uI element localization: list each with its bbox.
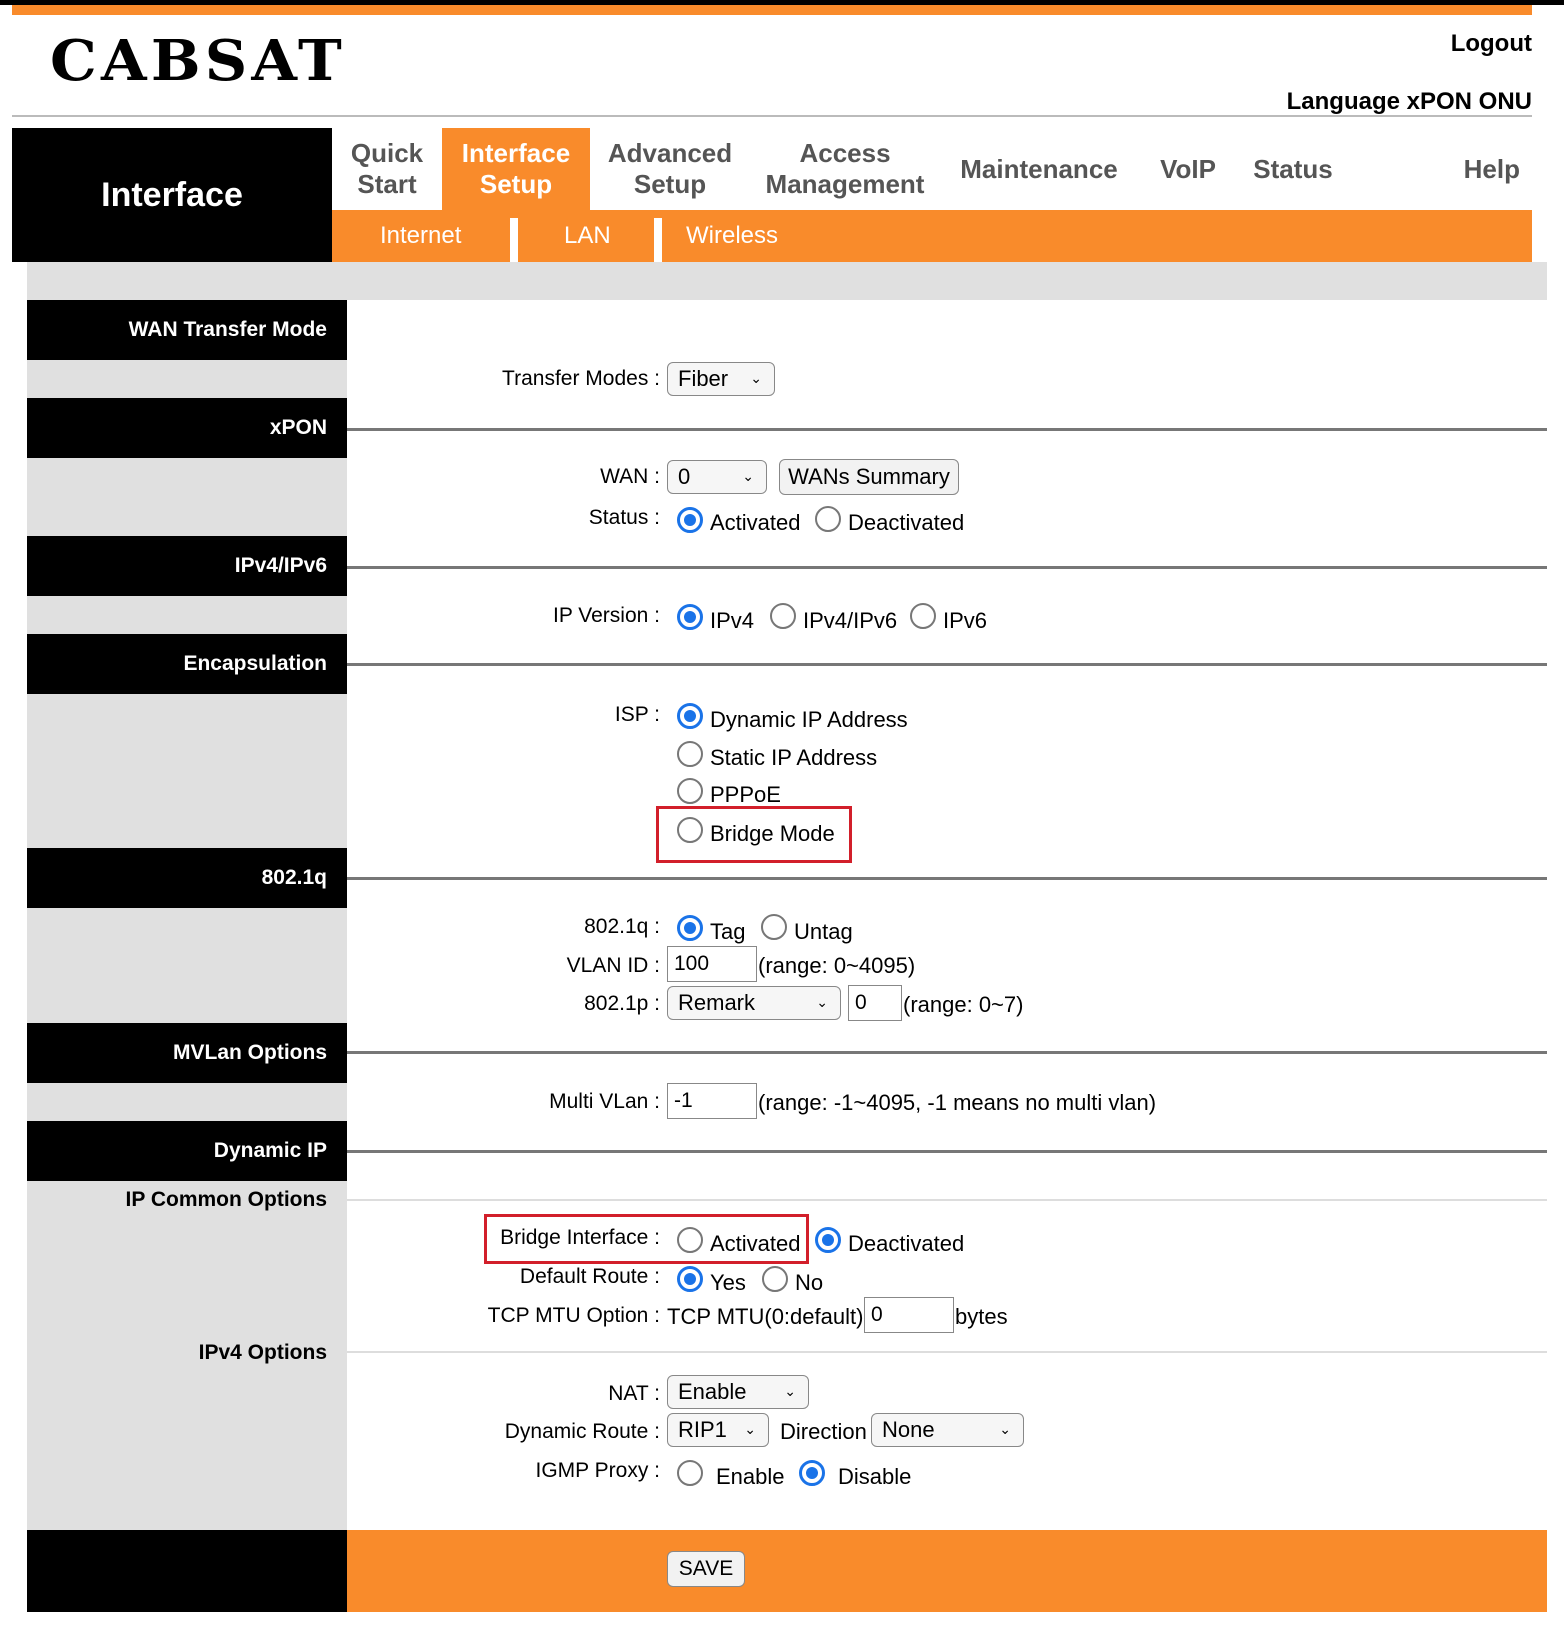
direction-label: Direction xyxy=(780,1419,867,1444)
wan-value: 0 xyxy=(678,464,691,489)
dynamic-route-value: RIP1 xyxy=(678,1417,727,1442)
tcp-mtu-input[interactable]: 0 xyxy=(864,1297,954,1333)
section-divider xyxy=(347,1051,1547,1054)
submenu-wireless[interactable]: Wireless xyxy=(686,222,779,249)
isp-dynamic-ip-radio[interactable] xyxy=(677,703,703,729)
submenu-separator xyxy=(510,218,518,262)
dot1p-select[interactable] xyxy=(667,986,841,1020)
default-route-yes-radio[interactable] xyxy=(677,1266,703,1292)
brand-logo: CABSAT xyxy=(50,28,346,94)
dot1q-label: 802.1q : xyxy=(584,915,660,938)
submenu-lan[interactable]: LAN xyxy=(564,222,611,249)
bridge-interface-deactivated-label: Deactivated xyxy=(848,1231,965,1256)
submenu-internet[interactable]: Internet xyxy=(380,222,462,249)
menu-label: Interface Setup xyxy=(461,138,571,199)
chevron-down-icon: ⌄ xyxy=(742,468,754,484)
isp-static-ip-label: Static IP Address xyxy=(710,745,878,770)
bridge-interface-activated-radio[interactable] xyxy=(677,1227,703,1253)
section-dynamic-ip: Dynamic IP xyxy=(27,1121,347,1181)
section-802-1q: 802.1q xyxy=(27,848,347,908)
transfer-modes-value: Fiber xyxy=(678,366,729,391)
dot1p-label: 802.1p : xyxy=(584,992,660,1015)
chevron-down-icon: ⌄ xyxy=(744,1421,756,1437)
default-route-yes-label: Yes xyxy=(710,1270,746,1295)
dot1q-tag-radio[interactable] xyxy=(677,915,703,941)
header-divider xyxy=(12,115,1532,117)
ipv4-ipv6-label: IPv4/IPv6 xyxy=(803,608,898,633)
isp-bridge-mode-radio[interactable] xyxy=(677,817,703,843)
wan-select[interactable] xyxy=(667,460,767,494)
section-ipv4-ipv6: IPv4/IPv6 xyxy=(27,536,347,596)
dynamic-route-label: Dynamic Route : xyxy=(504,1420,660,1443)
dot1q-tag-label: Tag xyxy=(710,919,746,944)
wans-summary-button[interactable]: WANs Summary xyxy=(779,459,959,495)
menu-advanced-setup[interactable] xyxy=(590,128,750,210)
vlan-id-label: VLAN ID : xyxy=(566,954,660,977)
footer-left-panel xyxy=(27,1530,347,1612)
isp-bridge-mode-label: Bridge Mode xyxy=(710,821,835,846)
subsection-ip-common-options: IP Common Options xyxy=(125,1188,327,1211)
chevron-down-icon: ⌄ xyxy=(999,1421,1011,1437)
isp-pppoe-radio[interactable] xyxy=(677,778,703,804)
section-divider xyxy=(347,1150,1547,1153)
dot1q-untag-label: Untag xyxy=(794,919,853,944)
dynamic-route-select[interactable] xyxy=(667,1413,769,1447)
chevron-down-icon: ⌄ xyxy=(750,370,762,386)
menu-access-management[interactable] xyxy=(750,128,940,210)
section-divider xyxy=(347,428,1547,431)
isp-dynamic-ip-label: Dynamic IP Address xyxy=(710,707,908,732)
direction-value: None xyxy=(882,1417,935,1442)
menu-quick-start[interactable] xyxy=(332,128,442,210)
section-sidebar xyxy=(27,300,347,1612)
dot1p-range: (range: 0~7) xyxy=(903,992,1024,1017)
isp-label: ISP : xyxy=(614,703,660,726)
bridge-interface-deactivated-radio[interactable] xyxy=(815,1227,841,1253)
isp-pppoe-label: PPPoE xyxy=(710,782,781,807)
section-encapsulation: Encapsulation xyxy=(27,634,347,694)
multi-vlan-input[interactable]: -1 xyxy=(667,1083,757,1119)
dot1q-untag-radio[interactable] xyxy=(761,914,787,940)
multi-vlan-label: Multi VLan : xyxy=(549,1090,660,1113)
tcp-mtu-label: TCP MTU Option : xyxy=(487,1304,660,1327)
ip-version-label: IP Version : xyxy=(552,604,660,627)
menu-label: Advanced Setup xyxy=(607,138,733,199)
direction-select[interactable] xyxy=(871,1413,1024,1447)
section-mvlan-options: MVLan Options xyxy=(27,1023,347,1083)
vlan-id-range: (range: 0~4095) xyxy=(758,953,916,978)
status-label: Status : xyxy=(588,506,660,529)
section-wan-transfer-mode: WAN Transfer Mode xyxy=(27,300,347,360)
menu-label: Access Management xyxy=(765,138,925,199)
subsection-divider xyxy=(347,1199,1547,1201)
nat-select[interactable] xyxy=(667,1375,809,1409)
submenu-separator xyxy=(654,218,662,262)
status-deactivated-label: Deactivated xyxy=(848,510,965,535)
menu-label: Maintenance xyxy=(960,153,1118,184)
save-button[interactable]: SAVE xyxy=(667,1551,745,1587)
isp-static-ip-radio[interactable] xyxy=(677,741,703,767)
transfer-modes-select[interactable] xyxy=(667,362,775,396)
multi-vlan-range: (range: -1~4095, -1 means no multi vlan) xyxy=(758,1090,1157,1115)
default-route-no-radio[interactable] xyxy=(762,1266,788,1292)
menu-help[interactable] xyxy=(1348,128,1532,210)
igmp-proxy-disable-label: Disable xyxy=(838,1464,912,1489)
menu-status[interactable] xyxy=(1238,128,1348,210)
menu-label: Quick Start xyxy=(350,138,424,199)
chevron-down-icon: ⌄ xyxy=(816,994,828,1010)
igmp-proxy-disable-radio[interactable] xyxy=(799,1460,825,1486)
transfer-modes-label: Transfer Modes : xyxy=(502,367,660,390)
footer-action-bar xyxy=(347,1530,1547,1612)
section-divider xyxy=(347,566,1547,569)
subsection-ipv4-options: IPv4 Options xyxy=(198,1341,327,1364)
sub-menu xyxy=(332,210,1532,262)
dot1p-input[interactable]: 0 xyxy=(848,985,902,1021)
status-activated-radio[interactable] xyxy=(677,507,703,533)
tcp-mtu-unit: bytes xyxy=(955,1304,1008,1329)
top-accent-bar xyxy=(12,5,1532,15)
ipv4-label: IPv4 xyxy=(710,608,755,633)
bridge-interface-label: Bridge Interface : xyxy=(500,1226,660,1249)
section-divider xyxy=(347,663,1547,666)
bridge-interface-activated-label: Activated xyxy=(710,1231,801,1256)
ipv6-radio[interactable] xyxy=(910,603,936,629)
subsection-divider xyxy=(347,1351,1547,1353)
vlan-id-input[interactable]: 100 xyxy=(667,946,757,982)
default-route-label: Default Route : xyxy=(519,1265,660,1288)
status-deactivated-radio[interactable] xyxy=(815,506,841,532)
ipv4-radio[interactable] xyxy=(677,604,703,630)
section-xpon: xPON xyxy=(27,398,347,458)
menu-voip[interactable] xyxy=(1138,128,1238,210)
menu-label: Help xyxy=(1463,153,1520,184)
wan-label: WAN : xyxy=(600,465,660,488)
igmp-proxy-enable-radio[interactable] xyxy=(677,1460,703,1486)
chevron-down-icon: ⌄ xyxy=(784,1383,796,1399)
main-menu xyxy=(332,128,1532,210)
menu-interface-setup[interactable] xyxy=(442,128,590,210)
nat-label: NAT : xyxy=(608,1382,660,1405)
section-divider xyxy=(347,877,1547,880)
tcp-mtu-prefix: TCP MTU(0:default) xyxy=(667,1304,864,1329)
igmp-proxy-label: IGMP Proxy : xyxy=(535,1459,660,1482)
nav-section-title: Interface xyxy=(12,128,332,262)
logout-link[interactable]: Logout xyxy=(1450,30,1532,57)
igmp-proxy-enable-label: Enable xyxy=(716,1464,785,1489)
dot1p-select-value: Remark xyxy=(678,990,756,1015)
default-route-no-label: No xyxy=(795,1270,824,1295)
status-activated-label: Activated xyxy=(710,510,801,535)
menu-label: Status xyxy=(1253,153,1333,184)
ipv6-label: IPv6 xyxy=(943,608,988,633)
nat-value: Enable xyxy=(678,1379,747,1404)
menu-label: VoIP xyxy=(1160,153,1216,184)
ipv4-ipv6-radio[interactable] xyxy=(770,603,796,629)
menu-maintenance[interactable] xyxy=(940,128,1138,210)
content-top-strip xyxy=(27,262,1547,300)
language-label: Language xPON ONU xyxy=(1286,88,1532,115)
